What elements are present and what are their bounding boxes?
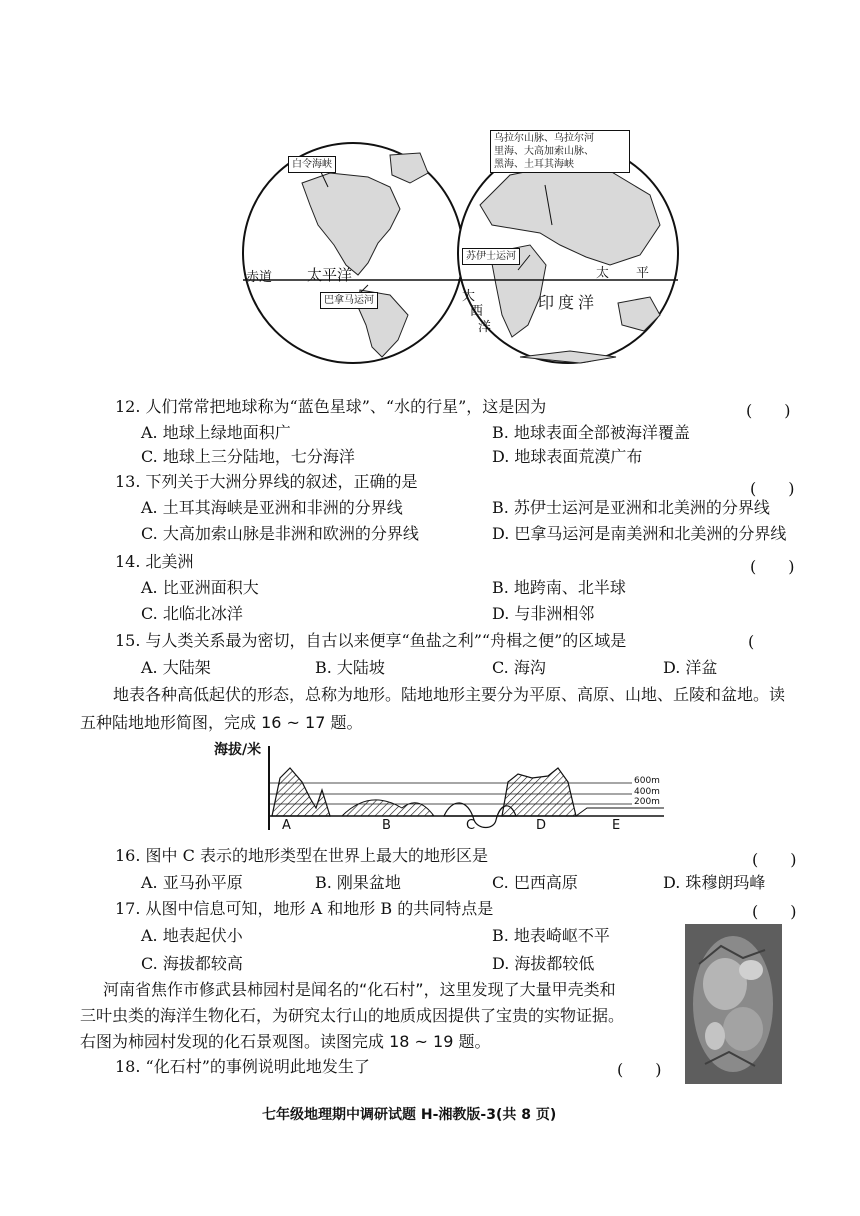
question-16-bracket: ( ) bbox=[752, 850, 797, 869]
question-14-bracket: ( ) bbox=[750, 557, 795, 576]
terrain-letter-a: A bbox=[282, 818, 291, 833]
question-13-bracket: ( ) bbox=[750, 479, 795, 498]
question-18-stem: 18. “化石村”的事例说明此地发生了 bbox=[115, 1057, 370, 1076]
question-13-option-d: D. 巴拿马运河是南美洲和北美洲的分界线 bbox=[492, 524, 787, 543]
fossil-photo-texture bbox=[685, 924, 782, 1084]
terrain-level-200: 200m bbox=[634, 797, 660, 807]
question-14-stem: 14. 北美洲 bbox=[115, 552, 194, 571]
question-12-bracket: ( ) bbox=[746, 401, 791, 420]
question-15-option-a: A. 大陆架 bbox=[141, 658, 211, 677]
label-pacific-left: 太平洋 bbox=[307, 266, 353, 284]
terrain-ylabel: 海拔/米 bbox=[214, 742, 262, 758]
label-suez-canal: 苏伊士运河 bbox=[462, 248, 520, 265]
western-hemisphere bbox=[243, 143, 463, 363]
question-16-option-a: A. 亚马孙平原 bbox=[141, 873, 243, 892]
intro-16-17-line2: 五种陆地地形简图，完成 16 ~ 17 题。 bbox=[80, 713, 363, 732]
question-15-bracket: ( bbox=[748, 632, 755, 651]
label-pacific-ping: 平 bbox=[636, 266, 650, 281]
label-urals-line2: 里海、大高加索山脉、 bbox=[494, 146, 594, 157]
fossil-photo bbox=[685, 924, 782, 1084]
intro-18-19-line3: 右图为柿园村发现的化石景观图。读图完成 18 ~ 19 题。 bbox=[80, 1032, 491, 1051]
question-16-option-b: B. 刚果盆地 bbox=[315, 873, 401, 892]
question-15-stem: 15. 与人类关系最为密切，自古以来便享“鱼盐之利”“舟楫之便”的区域是 bbox=[115, 631, 627, 650]
question-14-option-a: A. 比亚洲面积大 bbox=[141, 578, 259, 597]
question-18-bracket: ( ) bbox=[617, 1060, 662, 1079]
label-atlantic-da: 大 bbox=[462, 289, 476, 304]
question-14-option-c: C. 北临北冰洋 bbox=[141, 604, 243, 623]
terrain-d-plateau bbox=[502, 768, 576, 816]
intro-16-17-line1: 地表各种高低起伏的形态，总称为地形。陆地地形主要分为平原、高原、山地、丘陵和盆地。读 bbox=[113, 685, 786, 704]
terrain-letter-e: E bbox=[612, 818, 621, 833]
question-15-option-b: B. 大陆坡 bbox=[315, 658, 385, 677]
terrain-letter-b: B bbox=[382, 818, 391, 833]
label-indian-ocean: 印度洋 bbox=[538, 293, 599, 312]
label-panama-canal: 巴拿马运河 bbox=[320, 292, 378, 309]
terrain-e-plain bbox=[576, 808, 664, 816]
label-urals-line1: 乌拉尔山脉、乌拉尔河 bbox=[494, 133, 594, 144]
label-equator-left: 赤道 bbox=[246, 270, 273, 285]
label-urals-boundary bbox=[490, 130, 630, 173]
question-16-stem: 16. 图中 C 表示的地形类型在世界上最大的地形区是 bbox=[115, 846, 488, 865]
question-12-option-c: C. 地球上三分陆地，七分海洋 bbox=[141, 447, 355, 466]
question-15-option-d: D. 洋盆 bbox=[663, 658, 718, 677]
label-bering-strait: 白令海峡 bbox=[288, 156, 336, 173]
question-14-option-b: B. 地跨南、北半球 bbox=[492, 578, 626, 597]
label-atlantic-xi: 西 bbox=[470, 304, 484, 319]
question-17-option-c: C. 海拔都较高 bbox=[141, 954, 243, 973]
question-13-stem: 13. 下列关于大洲分界线的叙述，正确的是 bbox=[115, 472, 418, 491]
terrain-level-600: 600m bbox=[634, 776, 660, 786]
question-17-option-a: A. 地表起伏小 bbox=[141, 926, 243, 945]
question-12-option-d: D. 地球表面荒漠广布 bbox=[492, 447, 643, 466]
question-15-option-c: C. 海沟 bbox=[492, 658, 546, 677]
terrain-a-mountain bbox=[272, 768, 330, 816]
question-17-option-d: D. 海拔都较低 bbox=[492, 954, 595, 973]
question-12-stem: 12. 人们常常把地球称为“蓝色星球”、“水的行星”，这是因为 bbox=[115, 397, 547, 416]
label-atlantic-yang: 洋 bbox=[478, 320, 492, 335]
intro-18-19-line1: 河南省焦作市修武县柿园村是闻名的“化石村”，这里发现了大量甲壳类和 bbox=[103, 980, 616, 999]
question-13-option-b: B. 苏伊士运河是亚洲和北美洲的分界线 bbox=[492, 498, 770, 517]
question-14-option-d: D. 与非洲相邻 bbox=[492, 604, 595, 623]
question-13-option-c: C. 大高加索山脉是非洲和欧洲的分界线 bbox=[141, 524, 419, 543]
label-urals-line3: 黑海、土耳其海峡 bbox=[494, 159, 574, 170]
terrain-level-400: 400m bbox=[634, 787, 660, 797]
label-pacific-tai: 太 bbox=[596, 266, 610, 281]
question-12-option-b: B. 地球表面全部被海洋覆盖 bbox=[492, 423, 690, 442]
terrain-profile-diagram bbox=[212, 738, 672, 838]
question-16-option-c: C. 巴西高原 bbox=[492, 873, 578, 892]
question-16-option-d: D. 珠穆朗玛峰 bbox=[663, 873, 766, 892]
terrain-letter-c: C bbox=[466, 818, 476, 833]
intro-18-19-line2: 三叶虫类的海洋生物化石，为研究太行山的地质成因提供了宝贵的实物证据。 bbox=[80, 1006, 625, 1025]
terrain-letter-d: D bbox=[536, 818, 547, 833]
question-12-option-a: A. 地球上绿地面积广 bbox=[141, 423, 291, 442]
terrain-b-hills bbox=[342, 800, 434, 816]
question-17-option-b: B. 地表崎岖不平 bbox=[492, 926, 610, 945]
question-13-option-a: A. 土耳其海峡是亚洲和非洲的分界线 bbox=[141, 498, 403, 517]
question-17-stem: 17. 从图中信息可知，地形 A 和地形 B 的共同特点是 bbox=[115, 899, 494, 918]
page-footer: 七年级地理期中调研试题 H-湘教版-3(共 8 页) bbox=[262, 1107, 557, 1123]
question-17-bracket: ( ) bbox=[752, 902, 797, 921]
